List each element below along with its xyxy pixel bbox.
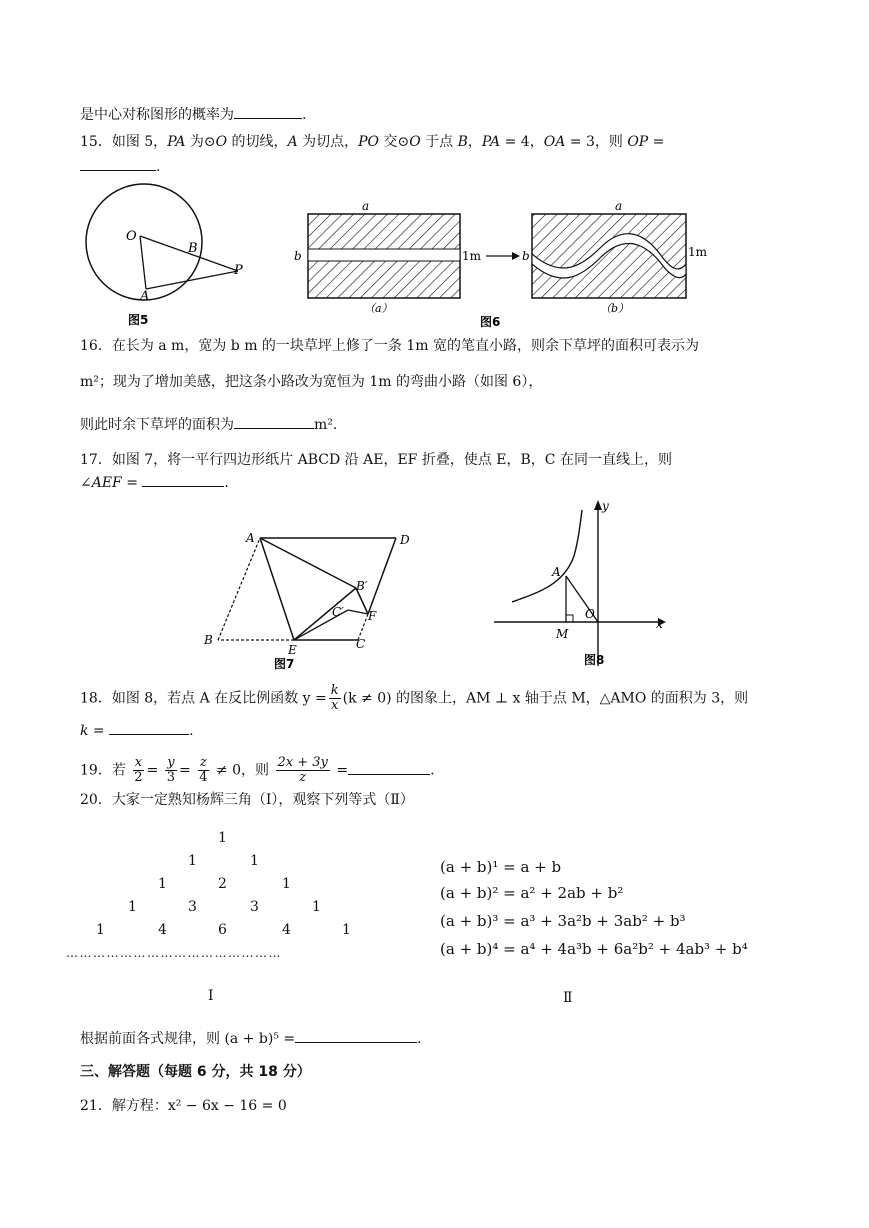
q14-tail: 是中心对称图形的概率为 . bbox=[80, 104, 306, 125]
svg-text:C′: C′ bbox=[332, 605, 344, 619]
svg-text:O: O bbox=[585, 607, 595, 621]
figure-6-caption: 图6 bbox=[480, 315, 501, 329]
figure-8-caption: 图8 bbox=[584, 653, 605, 667]
svg-text:x: x bbox=[656, 617, 663, 631]
section-3-heading: 三、解答题（每题 6 分，共 18 分） bbox=[80, 1064, 311, 1080]
answer-blank[interactable] bbox=[109, 720, 189, 735]
q19-line: 19．若 $\frac{x}{2}$ = $\frac{y}{3}$ = $\frac{z}{4}$ ≠ 0，则 $\frac{2x + 3y}{z}$ = . bbox=[80, 755, 435, 785]
svg-text:b: b bbox=[522, 249, 530, 263]
figure-8 bbox=[490, 496, 680, 672]
answer-blank[interactable] bbox=[80, 156, 156, 171]
svg-text:A: A bbox=[552, 565, 561, 579]
svg-text:A: A bbox=[246, 531, 255, 545]
figure-5-caption: 图5 bbox=[128, 313, 149, 327]
circle-o bbox=[86, 184, 202, 300]
svg-text:E: E bbox=[288, 643, 297, 657]
q16-line1: 16．在长为 a m，宽为 b m 的一块草坪上修了一条 1m 宽的笔直小路，则余下草坪的面积可表示为 bbox=[80, 338, 700, 354]
label-A: A bbox=[140, 289, 150, 304]
svg-text:B: B bbox=[204, 633, 213, 647]
svg-text:（b）: （b） bbox=[600, 302, 630, 315]
svg-text:B′: B′ bbox=[356, 579, 368, 593]
answer-blank[interactable] bbox=[234, 414, 314, 429]
label-B: B bbox=[188, 241, 198, 256]
svg-text:（a）: （a） bbox=[364, 302, 393, 315]
figure-5 bbox=[78, 182, 258, 330]
answer-blank[interactable] bbox=[348, 760, 430, 775]
figure-7 bbox=[198, 526, 430, 672]
q17-line1: 17．如图 7，将一平行四边形纸片 ABCD 沿 AE，EF 折叠，使点 E，B，C 在同一直线上，则 bbox=[80, 452, 672, 468]
q21: 21．解方程：x² − 6x − 16 = 0 bbox=[80, 1098, 287, 1114]
q16-line2: m²；现为了增加美感，把这条小路改为宽恒为 1m 的弯曲小路（如图 6）， bbox=[80, 374, 543, 390]
svg-text:1m: 1m bbox=[688, 245, 708, 259]
svg-text:a: a bbox=[362, 199, 370, 213]
svg-text:F: F bbox=[368, 609, 377, 623]
svg-text:a: a bbox=[615, 199, 623, 213]
q18-line1: 18．如图 8，若点 A 在反比例函数 y = $\frac{k}{x}$ (k ≠ 0) 的图象上，AM ⊥ x 轴于点 M，△AMO 的面积为 3，则 bbox=[80, 683, 749, 713]
answer-blank[interactable] bbox=[142, 472, 224, 487]
answer-blank[interactable] bbox=[234, 104, 302, 119]
q15-line2: . bbox=[80, 156, 160, 177]
q20-text: 20．大家一定熟知杨辉三角（Ⅰ），观察下列等式（Ⅱ） bbox=[80, 792, 414, 808]
q15-line1: 15．如图 5，PA 为⊙O 的切线，A 为切点，PO 交⊙O 于点 B，PA = 4，OA = 3，则 OP = bbox=[80, 134, 665, 150]
label-P: P bbox=[234, 263, 243, 278]
q20-final: 根据前面各式规律，则 (a + b)⁵ = . bbox=[80, 1028, 422, 1049]
svg-text:C: C bbox=[356, 637, 366, 651]
svg-text:D: D bbox=[400, 533, 410, 547]
figure-6 bbox=[290, 198, 720, 330]
q18-line2: k = . bbox=[80, 720, 194, 741]
label-O: O bbox=[126, 229, 137, 244]
answer-blank[interactable] bbox=[295, 1028, 417, 1043]
svg-text:M: M bbox=[556, 627, 569, 641]
svg-text:1m: 1m bbox=[462, 249, 482, 263]
q17-line2: ∠AEF = . bbox=[80, 472, 229, 493]
q16-line3: 则此时余下草坪的面积为 m². bbox=[80, 414, 337, 435]
svg-text:b: b bbox=[294, 249, 302, 263]
figure-7-caption: 图7 bbox=[274, 657, 295, 671]
svg-text:y: y bbox=[602, 499, 609, 513]
